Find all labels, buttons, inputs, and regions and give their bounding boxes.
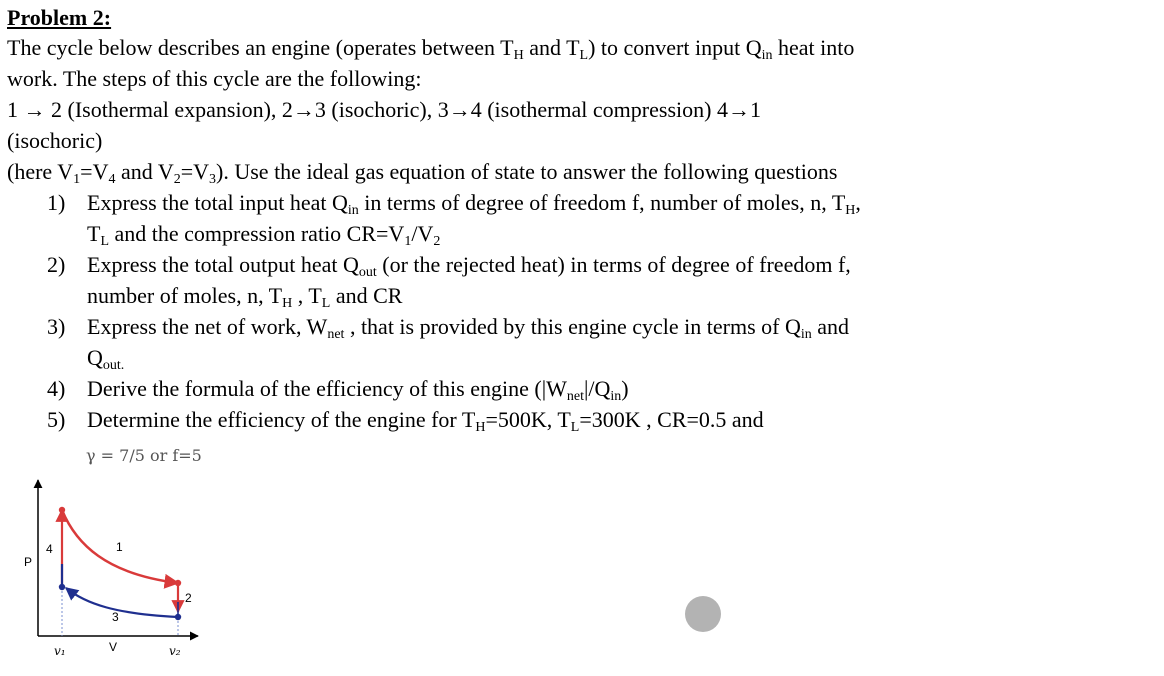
steps-line-1: 1 → 2 (Isothermal expansion), 2→3 (isochoric), 3→4 (isothermal compression) 4→1 [7,97,761,122]
y-axis-label: P [24,555,33,569]
gamma-value: γ = 7/5 or f=5 [86,446,202,465]
point-label-2: 2 [185,591,192,605]
state-point-3 [175,614,181,620]
state-point-1 [59,507,65,513]
point-label-4: 4 [46,542,53,556]
point-label-1: 1 [116,540,123,554]
intro-line-2: work. The steps of this cycle are the following: [7,66,422,91]
question-3: 3) Express the net of work, $W_{net}$ , that is provided by this engine cycle in terms of $Q_{in}$ and $Q_{out.}$ [47,314,849,373]
point-label-3: 3 [112,610,119,624]
question-5: 5) Determine the efficiency of the engine for $T_H=500K$, $T_L=300K$ , CR=0.5 and [47,407,764,435]
process-3-4-isothermal-compression [66,588,178,617]
intro-line-1: The cycle below describes an engine (operates between $T_H$ and $T_L$) to convert input $Q_{in}$ heat into [7,35,855,63]
state-point-2 [175,580,181,586]
question-list [7,187,1157,435]
question-1: 1) Express the total input heat $Q_{in}$ in terms of degree of freedom f, number of moles, n, $T_H$, $T_L$ and the compression ratio $CR=V_1/V_2$ [47,190,861,249]
question-2: 2) Express the total output heat $Q_{out}$ (or the rejected heat) in terms of degree of freedom f, number of moles, n, $T_H$ , $T_L$ and CR [47,252,851,311]
problem-document [7,4,1157,435]
gray-circle-indicator [685,596,721,632]
question-4: 4) Derive the formula of the efficiency of this engine $(|W_{net}|/Q_{in})$ [47,376,629,404]
x-axis-label: V [109,640,118,654]
problem-title: Problem 2: [7,5,112,30]
steps-line-2: (isochoric) [7,128,103,153]
v1-tick-label: v₁ [54,644,66,658]
assumption-note: (here $V_1=V_4$ and $V_2=V_3$). Use the ideal gas equation of state to answer the following questions [7,159,838,187]
state-point-4 [59,584,65,590]
pv-cycle-diagram [16,474,216,664]
v2-tick-label: v₂ [169,644,181,658]
